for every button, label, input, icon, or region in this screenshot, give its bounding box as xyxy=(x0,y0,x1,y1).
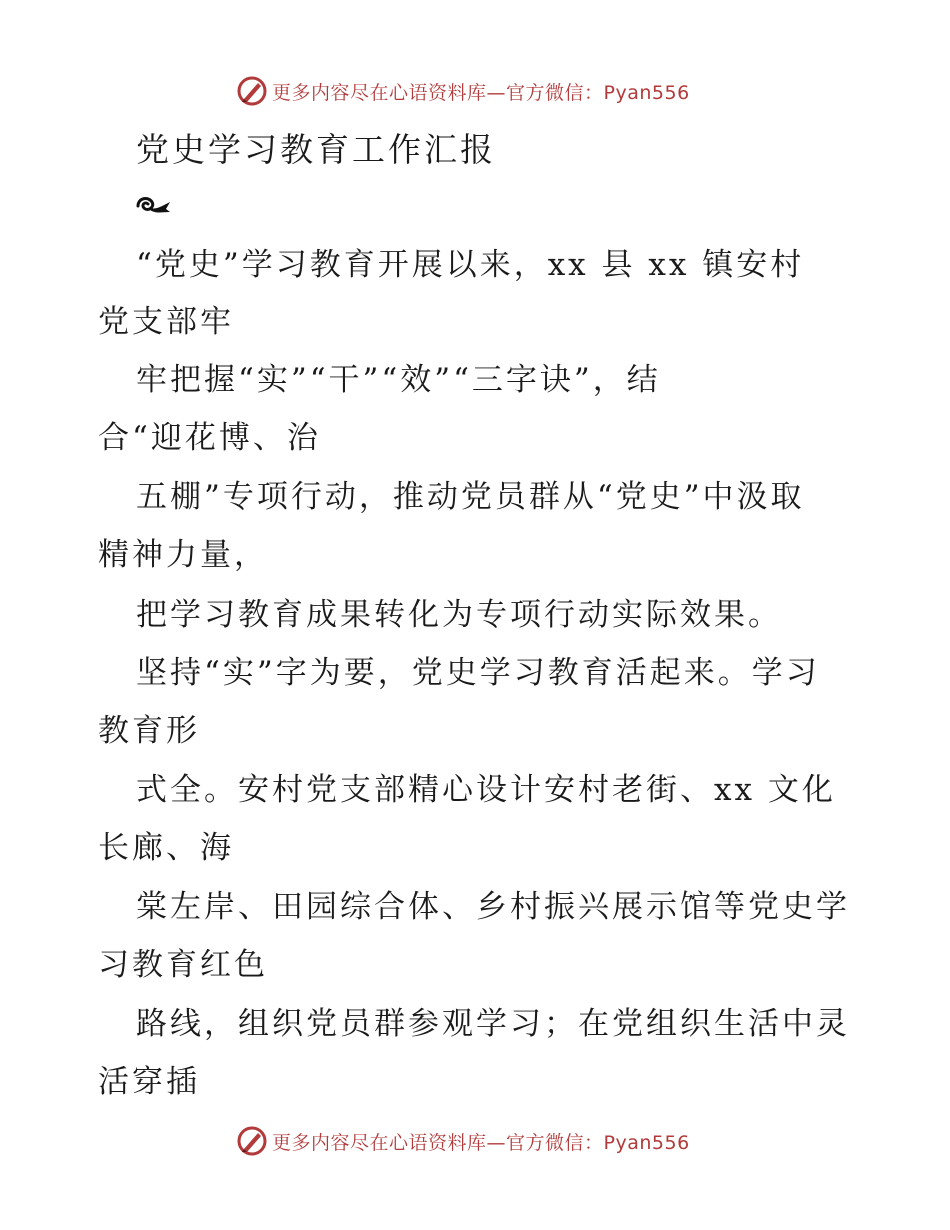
paragraph-line: 五棚”专项行动，推动党员群从“党史”中汲取 xyxy=(136,479,805,515)
paragraph-line: 长廊、海 xyxy=(98,830,234,866)
paragraph-line: 牢把握“实”“干”“效”“三字诀”，结 xyxy=(136,362,661,398)
paragraph-line: 合“迎花博、治 xyxy=(98,420,321,456)
paragraph-line: 式全。安村党支部精心设计安村老街、xx 文化 xyxy=(136,772,836,808)
paragraph-line: 棠左岸、田园综合体、乡村振兴展示馆等党史学 xyxy=(136,889,850,925)
watermark-header xyxy=(236,74,690,108)
paragraph-line: “党史”学习教育开展以来，xx 县 xx 镇安村 xyxy=(136,247,805,283)
paragraph-line: 坚持“实”字为要，党史学习教育活起来。学习 xyxy=(136,655,820,691)
pen-logo-icon xyxy=(236,75,268,107)
watermark-text: 更多内容尽在心语资料库—官方微信： xyxy=(272,81,604,104)
document-title: 党史学习教育工作汇报 xyxy=(136,130,496,169)
paragraph-line: 精神力量， xyxy=(98,537,268,573)
paragraph-line: 把学习教育成果转化为专项行动实际效果。 xyxy=(136,597,782,633)
watermark-footer xyxy=(236,1124,690,1158)
paragraph-line: 教育形 xyxy=(98,713,200,749)
watermark-text: 更多内容尽在心语资料库—官方微信： xyxy=(272,1131,604,1154)
paragraph-line: 习教育红色 xyxy=(98,947,268,983)
watermark-wechat-id: Pyan556 xyxy=(603,81,690,104)
paragraph-line: 活穿插 xyxy=(98,1064,200,1100)
paragraph-line: 党支部牢 xyxy=(98,304,234,340)
paragraph-line: 路线，组织党员群参观学习；在党组织生活中灵 xyxy=(136,1006,850,1042)
watermark-wechat-id: Pyan556 xyxy=(603,1131,690,1154)
decorative-swirl-icon xyxy=(134,192,174,218)
pen-logo-icon xyxy=(236,1125,268,1157)
